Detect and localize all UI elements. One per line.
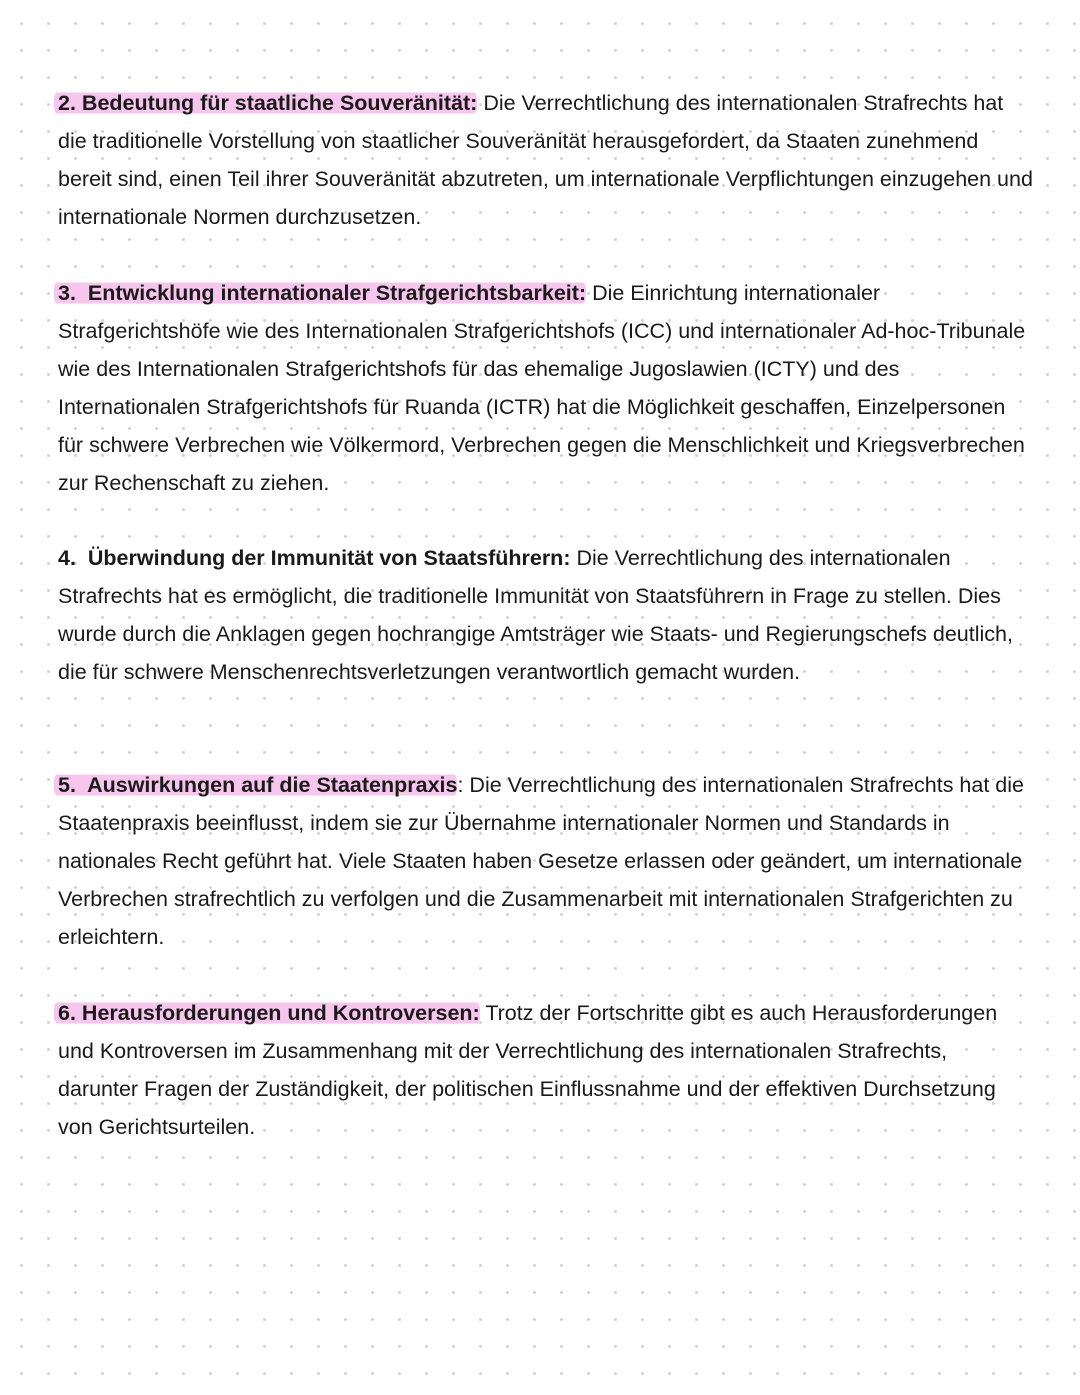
section-body: Die Einrichtung internationaler Strafgerichtshöfe wie des Internationalen Strafgerichtshofs (ICC) und internationaler Ad-hoc-Tribunale wie des Internationalen Strafgerichtshofs für das ehemalige Jugoslawien (ICTY) und des Internationalen Strafgerichtshofs für Ruanda (ICTR) hat die Möglichkeit geschaffen, Einzelpersonen für schwere Verbrechen wie Völkermord, Verbrechen gegen die Menschlichkeit und Kriegsverbrechen zur Rechenschaft zu ziehen. (58, 281, 1026, 495)
section-title: Auswirkungen auf die Staatenpraxis (87, 773, 458, 797)
section-title: Überwindung der Immunität von Staatsführern: (87, 546, 571, 570)
section-number: 4. (58, 546, 76, 570)
section-heading (54, 279, 586, 307)
section-body: Trotz der Fortschritte gibt es auch Herausforderungen und Kontroversen im Zusammenhang mit der Verrechtlichung des internationalen Strafrechts, darunter Fragen der Zuständigkeit, der politischen Einflussnahme und der effektiven Durchsetzung von Gerichtsurteilen. (58, 1001, 998, 1139)
section-title: Entwicklung internationaler Strafgerichtsbarkeit: (87, 281, 587, 305)
section-body: Die Verrechtlichung des internationalen Strafrechts hat die traditionelle Vorstellung von staatlicher Souveränität herausgefordert, da Staaten zunehmend bereit sind, einen Teil ihrer Souveränität abzutreten, um internationale Verpflichtungen einzugehen und internationale Normen durchzusetzen. (58, 91, 1033, 229)
section-body: Die Verrechtlichung des internationalen Strafrechts hat es ermöglicht, die traditionelle Immunität von Staatsführern in Frage zu stellen. Dies wurde durch die Anklagen gegen hochrangige Amtsträger wie Staats- und Regierungschefs deutlich, die für schwere Menschenrechtsverletzungen verantwortlich gemacht wurden. (58, 546, 1013, 684)
section-heading (54, 771, 457, 799)
section-body: : Die Verrechtlichung des internationalen Strafrechts hat die Staatenpraxis beeinflusst, indem sie zur Übernahme internationaler Normen und Standards in nationales Recht geführt hat. Viele Staaten haben Gesetze erlassen oder geändert, um internationale Verbrechen strafrechtlich zu verfolgen und die Zusammenarbeit mit internationalen Strafgerichten zu erleichtern. (58, 773, 1024, 949)
section-title: Bedeutung für staatliche Souveränität: (81, 91, 478, 115)
section-criminal-jurisdiction (58, 274, 1033, 502)
section-heading (54, 89, 477, 117)
section-immunity (58, 539, 1033, 691)
section-sovereignty (58, 84, 1033, 236)
section-state-practice (58, 766, 1033, 956)
section-number: 6. (58, 1001, 76, 1025)
section-heading (54, 999, 480, 1027)
section-number: 3. (58, 281, 76, 305)
section-challenges (58, 994, 1033, 1146)
section-number: 2. (58, 91, 76, 115)
section-number: 5. (58, 773, 76, 797)
section-heading (58, 544, 570, 572)
section-title: Herausforderungen und Kontroversen: (81, 1001, 480, 1025)
